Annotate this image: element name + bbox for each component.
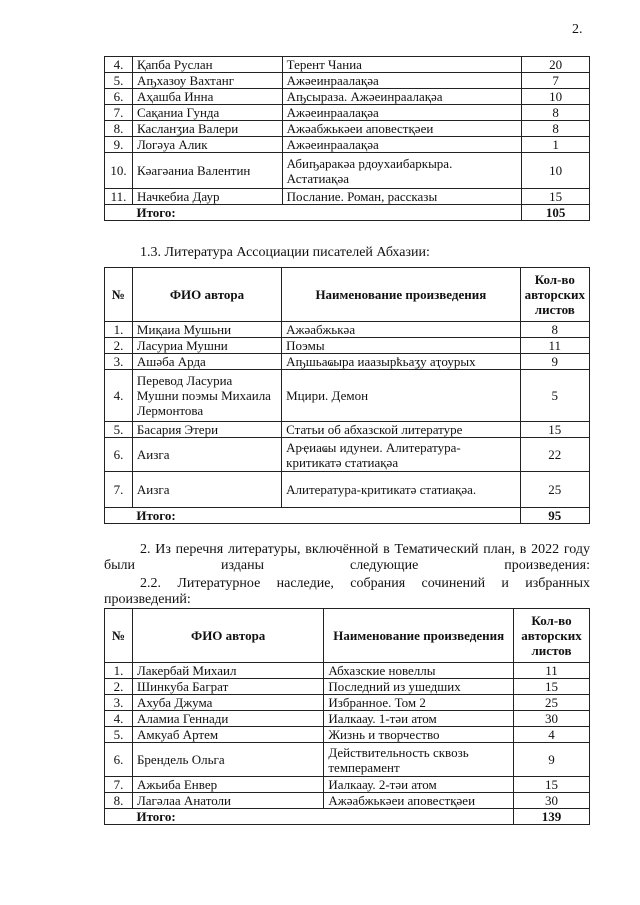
cell-pages: 10 — [522, 89, 590, 105]
table-row — [105, 727, 590, 743]
cell-num: 8. — [105, 121, 133, 137]
cell-work: Статьи об абхазской литературе — [282, 422, 520, 438]
cell-author: Ахуба Джума — [132, 695, 323, 711]
cell-pages: 15 — [514, 777, 590, 793]
table-row — [105, 322, 590, 338]
table-row — [105, 73, 590, 89]
cell-work: Ажәеинраалақәа — [282, 105, 521, 121]
cell-work: Терент Чаниа — [282, 57, 521, 73]
cell-pages: 7 — [522, 73, 590, 89]
cell-num: 6. — [105, 89, 133, 105]
cell-author: Ажьиба Енвер — [132, 777, 323, 793]
cell-pages: 5 — [520, 370, 589, 422]
cell-author: Сақаниа Гунда — [132, 105, 282, 121]
table-1 — [104, 56, 590, 221]
cell-author: Аламиа Геннади — [132, 711, 323, 727]
page-number: 2. — [572, 22, 583, 37]
cell-author: Кәагәаниа Валентин — [132, 153, 282, 189]
paragraph-2-2 — [104, 576, 590, 608]
cell-pages: 22 — [520, 438, 589, 472]
cell-num: 8. — [105, 793, 133, 809]
cell-work: Ажәеинраалақәа — [282, 137, 521, 153]
cell-pages: 15 — [514, 679, 590, 695]
cell-author: Аҧхазоу Вахтанг — [132, 73, 282, 89]
cell-num: 3. — [105, 695, 133, 711]
cell-work: Избранное. Том 2 — [324, 695, 514, 711]
cell-pages: 4 — [514, 727, 590, 743]
cell-author: Ашәба Арда — [132, 354, 281, 370]
cell-work: Арҿиаҩы идунеи. Алитература-критикатә статиақәа — [282, 438, 520, 472]
cell-work: Действительность сквозь темперамент — [324, 743, 514, 777]
table-row — [105, 189, 590, 205]
cell-num: 7. — [105, 777, 133, 793]
cell-author: Перевод Ласуриа Мушни поэмы Михаила Лермонтова — [132, 370, 281, 422]
total-empty-cell — [105, 809, 133, 825]
cell-pages: 8 — [522, 105, 590, 121]
cell-author: Аизга — [132, 472, 281, 508]
cell-work: Иалкаау. 2-тәи атом — [324, 777, 514, 793]
table-row — [105, 438, 590, 472]
table-row — [105, 743, 590, 777]
cell-pages: 10 — [522, 153, 590, 189]
total-value: 95 — [520, 508, 589, 524]
cell-num: 3. — [105, 354, 133, 370]
cell-pages: 9 — [514, 743, 590, 777]
cell-num: 5. — [105, 422, 133, 438]
cell-work: Ажәеинраалақәа — [282, 73, 521, 89]
cell-author: Шинкуба Баграт — [132, 679, 323, 695]
cell-num: 7. — [105, 472, 133, 508]
paragraph-2-2-text: 2.2. Литературное наследие, собрания сочинений и избранных произведений: — [104, 576, 590, 607]
table-row — [105, 121, 590, 137]
cell-pages: 11 — [520, 338, 589, 354]
table-row — [105, 695, 590, 711]
cell-work: Абхазские новеллы — [324, 663, 514, 679]
cell-num: 9. — [105, 137, 133, 153]
total-row — [105, 205, 590, 221]
table-row — [105, 370, 590, 422]
cell-num: 5. — [105, 727, 133, 743]
cell-author: Логәуа Алик — [132, 137, 282, 153]
cell-author: Амкуаб Артем — [132, 727, 323, 743]
cell-work: Послание. Роман, рассказы — [282, 189, 521, 205]
col-header-num: № — [105, 609, 133, 663]
cell-author: Аҳашба Инна — [132, 89, 282, 105]
total-label: Итого: — [132, 205, 521, 221]
col-header-work: Наименование произведения — [282, 268, 520, 322]
cell-work: Алитература-критикатә статиақәа. — [282, 472, 520, 508]
cell-author: Начкебиа Даур — [132, 189, 282, 205]
cell-pages: 15 — [522, 189, 590, 205]
total-value: 105 — [522, 205, 590, 221]
table-row — [105, 354, 590, 370]
cell-num: 4. — [105, 370, 133, 422]
cell-author: Миқаиа Мушьни — [132, 322, 281, 338]
cell-num: 4. — [105, 57, 133, 73]
total-label: Итого: — [132, 508, 520, 524]
cell-pages: 25 — [520, 472, 589, 508]
cell-pages: 20 — [522, 57, 590, 73]
cell-work: Последний из ушедших — [324, 679, 514, 695]
cell-work: Жизнь и творчество — [324, 727, 514, 743]
cell-pages: 30 — [514, 793, 590, 809]
cell-num: 4. — [105, 711, 133, 727]
col-header-pages: Кол-во авторских листов — [520, 268, 589, 322]
table-row — [105, 422, 590, 438]
table-row — [105, 711, 590, 727]
table-row — [105, 338, 590, 354]
col-header-num: № — [105, 268, 133, 322]
col-header-author: ФИО автора — [132, 609, 323, 663]
cell-pages: 1 — [522, 137, 590, 153]
cell-num: 6. — [105, 743, 133, 777]
cell-work: Поэмы — [282, 338, 520, 354]
paragraph-2 — [104, 542, 590, 574]
cell-work: Аҧшьаҩыра иаазырҟьаӡу аҭоурых — [282, 354, 520, 370]
cell-work: Абиҧаракәа рдоухаибаркыра. Астатиақәа — [282, 153, 521, 189]
cell-author: Брендель Ольга — [132, 743, 323, 777]
table-row — [105, 777, 590, 793]
cell-pages: 15 — [520, 422, 589, 438]
cell-author: Касланӡиа Валери — [132, 121, 282, 137]
table-row — [105, 57, 590, 73]
cell-author: Басария Этери — [132, 422, 281, 438]
total-row — [105, 809, 590, 825]
cell-num: 6. — [105, 438, 133, 472]
table-2 — [104, 267, 590, 524]
col-header-author: ФИО автора — [132, 268, 281, 322]
total-empty-cell — [105, 508, 133, 524]
cell-num: 5. — [105, 73, 133, 89]
cell-author: Лакербай Михаил — [132, 663, 323, 679]
cell-pages: 11 — [514, 663, 590, 679]
table-row — [105, 679, 590, 695]
cell-work: Ажәабжькәеи аповестқәеи — [282, 121, 521, 137]
cell-num: 2. — [105, 338, 133, 354]
cell-pages: 8 — [520, 322, 589, 338]
cell-num: 11. — [105, 189, 133, 205]
col-header-work: Наименование произведения — [324, 609, 514, 663]
cell-num: 1. — [105, 663, 133, 679]
cell-num: 10. — [105, 153, 133, 189]
table-row — [105, 793, 590, 809]
cell-work: Ажәабжькәеи аповестқәеи — [324, 793, 514, 809]
table-row — [105, 89, 590, 105]
cell-author: Қапба Руслан — [132, 57, 282, 73]
cell-author: Аизга — [132, 438, 281, 472]
cell-pages: 9 — [520, 354, 589, 370]
heading-1-3: 1.3. Литература Ассоциации писателей Абхазии: — [140, 245, 430, 260]
cell-author: Лагәлаа Анатоли — [132, 793, 323, 809]
table-3 — [104, 608, 590, 825]
total-value: 139 — [514, 809, 590, 825]
total-empty-cell — [105, 205, 133, 221]
cell-num: 1. — [105, 322, 133, 338]
cell-work: Иалкаау. 1-тәи атом — [324, 711, 514, 727]
cell-pages: 25 — [514, 695, 590, 711]
table-row — [105, 105, 590, 121]
table-row — [105, 663, 590, 679]
cell-work: Аҧсыразa. Ажәеинраалақәа — [282, 89, 521, 105]
paragraph-2-text: 2. Из перечня литературы, включённой в Тематический план, в 2022 году были изданы следующие произведения: — [104, 542, 590, 573]
total-label: Итого: — [132, 809, 513, 825]
table-row — [105, 153, 590, 189]
cell-author: Ласуриа Мушни — [132, 338, 281, 354]
total-row — [105, 508, 590, 524]
table-row — [105, 137, 590, 153]
table-row — [105, 472, 590, 508]
cell-work: Ажәабжькәа — [282, 322, 520, 338]
cell-num: 2. — [105, 679, 133, 695]
col-header-pages: Кол-во авторских листов — [514, 609, 590, 663]
cell-work: Мцири. Демон — [282, 370, 520, 422]
cell-pages: 8 — [522, 121, 590, 137]
cell-num: 7. — [105, 105, 133, 121]
cell-pages: 30 — [514, 711, 590, 727]
